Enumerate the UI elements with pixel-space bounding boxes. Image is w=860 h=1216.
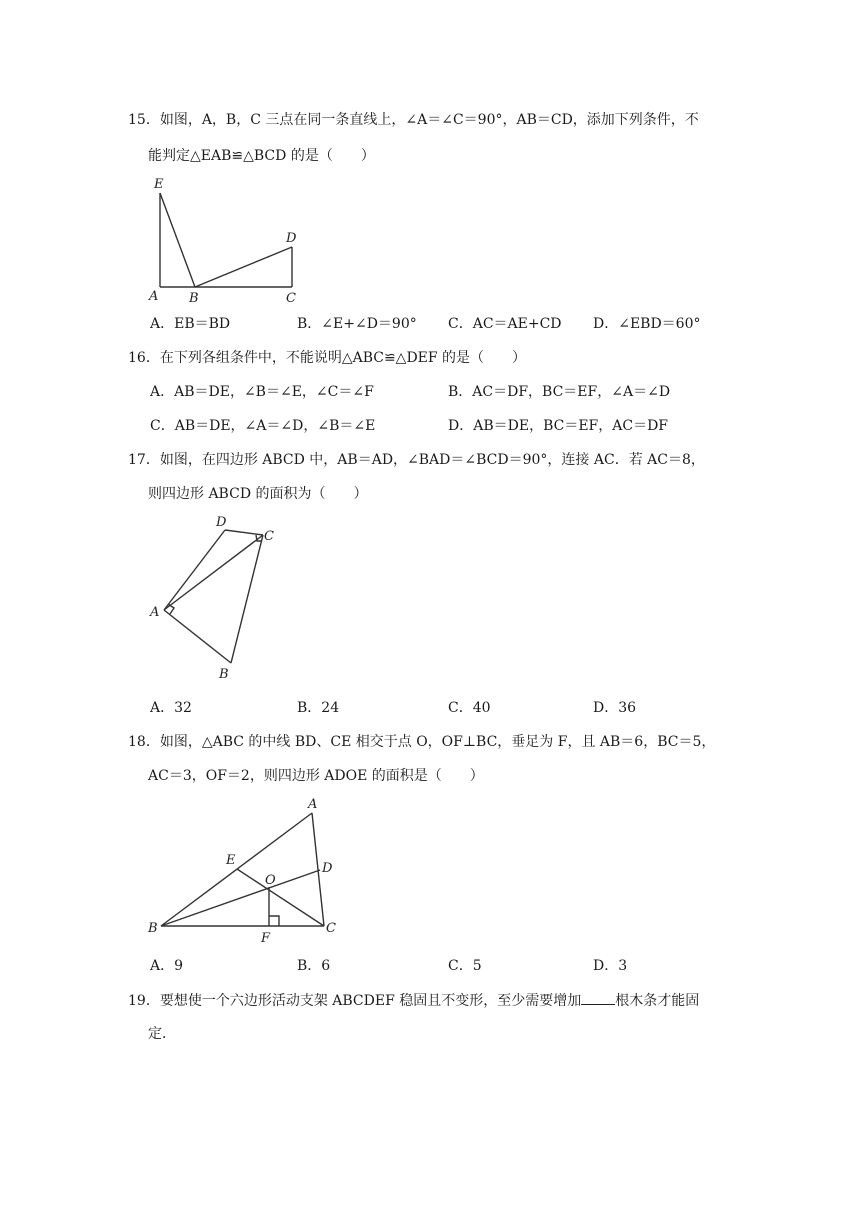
q19-answer-blank[interactable] (581, 990, 615, 1005)
q18-label-b: B (148, 921, 158, 936)
q18-label-c: C (326, 921, 336, 936)
q18-label-d: D (322, 861, 333, 876)
q18-figure (140, 792, 350, 952)
q16-option-a[interactable]: A．AB＝DE，∠B＝∠E，∠C＝∠F (150, 384, 374, 400)
q17-option-c[interactable]: C．40 (448, 700, 491, 716)
q15-label-c: C (286, 291, 296, 306)
q18-option-b[interactable]: B．6 (297, 958, 331, 974)
q18-stem-line2: AC＝3，OF＝2，则四边形 ADOE 的面积是（ ） (148, 768, 484, 784)
q16-stem-line1: 16．在下列各组条件中，不能说明△ABC≌△DEF 的是（ ） (128, 350, 527, 366)
q17-figure (140, 510, 290, 690)
q15-figure (140, 170, 315, 310)
q15-option-b[interactable]: B．∠E+∠D＝90° (297, 316, 417, 332)
q15-label-e: E (154, 177, 164, 192)
q19-stem-line2: 定． (148, 1026, 176, 1042)
q18-option-a[interactable]: A．9 (150, 958, 184, 974)
q15-label-b: B (189, 291, 199, 306)
q17-stem-line2: 则四边形 ABCD 的面积为（ ） (148, 486, 368, 502)
q15-label-d: D (286, 231, 297, 246)
q17-label-a: A (150, 605, 160, 620)
q18-label-e: E (226, 853, 236, 868)
q15-option-d[interactable]: D．∠EBD＝60° (593, 316, 701, 332)
q19-text-before: 19．要想使一个六边形活动支架 ABCDEF 稳固且不变形，至少需要增加 (128, 993, 582, 1009)
q18-label-a: A (308, 797, 318, 812)
q17-option-a[interactable]: A．32 (150, 700, 192, 716)
q17-stem-line1: 17．如图，在四边形 ABCD 中，AB＝AD，∠BAD＝∠BCD＝90°，连接 AC．若 AC＝8， (128, 452, 705, 468)
q16-option-c[interactable]: C．AB＝DE，∠A＝∠D，∠B＝∠E (150, 418, 376, 434)
q19-stem-line1 (128, 990, 699, 1011)
q19-text-after: 根木条才能固 (615, 993, 700, 1009)
q15-stem-line2: 能判定△EAB≌△BCD 的是（ ） (148, 148, 375, 164)
q17-label-d: D (216, 515, 227, 530)
q15-label-a: A (149, 289, 159, 304)
q17-label-c: C (264, 529, 274, 544)
q17-option-b[interactable]: B．24 (297, 700, 340, 716)
q18-option-d[interactable]: D．3 (593, 958, 628, 974)
q18-stem-line1: 18．如图，△ABC 的中线 BD、CE 相交于点 O，OF⊥BC，垂足为 F，且 AB＝6，BC＝5， (128, 734, 716, 750)
q15-option-a[interactable]: A．EB＝BD (150, 316, 231, 332)
q18-label-f: F (261, 931, 271, 946)
q15-option-c[interactable]: C．AC＝AE+CD (448, 316, 562, 332)
q17-option-d[interactable]: D．36 (593, 700, 637, 716)
q18-label-o: O (265, 873, 276, 888)
q16-option-d[interactable]: D．AB＝DE，BC＝EF，AC＝DF (448, 418, 669, 434)
q15-stem-line1: 15．如图，A，B，C 三点在同一条直线上，∠A＝∠C＝90°，AB＝CD，添加下列条件，不 (128, 112, 699, 128)
q17-label-b: B (219, 667, 229, 682)
q16-option-b[interactable]: B．AC＝DF，BC＝EF，∠A＝∠D (448, 384, 671, 400)
q18-option-c[interactable]: C．5 (448, 958, 482, 974)
